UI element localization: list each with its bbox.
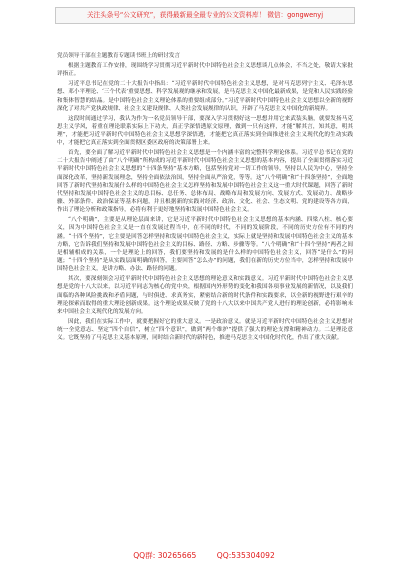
paragraph: 首先，要全面了解习近平新时代中国特色社会主义思想是一个内涵丰富的完整科学理论体系。习近平总书记在党的二十大报告中阐述了由“八个明确”所构成的习近平新时代中国特色社会主义思想的基本内容，提出了全面贯彻落实习近平新时代中国特色社会主义思想的“十四条坚持”基本方略，包括坚持党对一切工作的领导，坚持以人民为中心，坚持全面深化改革，坚持新发展理念，坚持全面依法治国，坚持全面从严治党，等等。这“八个明确”和“十四条坚持”，全面地回答了新时代坚持和发展什么样的中国特色社会主义怎样坚持和发展中国特色社会主义这一重大时代课题，回答了新时代坚持和发展中国特色社会主义的总目标、总任务、总体布局、战略布局和发展方向、发展方式、发展动力、战略步骤、外部条件、政治保证等基本问题，并且根据新的实践对经济、政治、文化、社会、生态文明、党的建设等各方面，作出了理论分析和政策指导，必将有利于更好地坚持和发展中国特色社会主义。 (57, 150, 353, 214)
paragraph: 其次，要深刻领会习近平新时代中国特色社会主义思想的理论意义和实践意义。习近平新时代中国特色社会主义思想是党的十八大以来，以习近平同志为核心的党中央，根据国内外形势的变化和我国各项事业发展的新情况，以及我们面临的各种风险挑战和矛盾问题，与时俱进、求真务实，紧密结合新的时代条件和实践要求，以全新的视野进行艰辛的理论探索而取得的重大理论创新成果。这个理论成果反映了党的十八大以来中国共产党人进行的理论创新，必将影响未来中国社会主义现代化的发展方向。 (57, 276, 353, 316)
document-title: 党员领导干部在主题教育专题读书班上的研讨发言 (57, 53, 181, 59)
qq-group-label: QQ群: 30265665 (133, 551, 197, 560)
qq-label: QQ:535304092 (216, 551, 275, 560)
header-banner[interactable]: 关注头条号“公文研究”，获得最新最全最专业的公文资料库！ 微信：gongwenyj (55, 7, 355, 24)
contact-footer (0, 549, 408, 563)
paragraph: 根据主题教育工作安排，现围绕学习贯彻习近平新时代中国特色社会主义思想谈几点体会，不当之处，敬请大家批评指正。 (57, 63, 353, 78)
document-body (57, 52, 353, 536)
paragraph: “八个明确”，主要是从理论层面来讲，它是习近平新时代中国特色社会主义思想的基本内涵、四梁八柱、核心要义，因为中国特色社会主义是一直在发展过程当中，在不同的时代，不同的发展阶段，不同的历史方位有不同的内涵。“十四个坚持”，它主要是回答怎样坚持和发展中国特色社会主义，实际上就是坚持和发展中国特色社会主义的基本方略，它告诉我们坚持和发展中国特色社会主义的目标、路径、方略、步骤等等。“八个明确”和“十四个坚持”两者之间是相辅相成的关系，一个是理论上的回答，我们要坚持和发展的是什么样的中国特色社会主义，回答“是什么”的问题；“十四个坚持”是从实践层面明确的回答，主要回答“怎么办”的问题，我们在新的历史方位当中，怎样坚持和发展中国特色社会主义，是讲方略、办法、路径的问题。 (57, 217, 353, 273)
paragraph: 因此，我们在实际工作中，就要把握好它的重大意义。一是政治意义。就是习近平新时代中国特色社会主义思想对统一全党意志、坚定“四个自信”，树立“四个意识”，做到“两个维护”提供了强大的理论支撑和精神动力。二是理论意义。它既坚持了马克思主义基本原理，同时结合新时代的新特色，推进马克思主义中国化时代化，作出了重大贡献。 (57, 318, 353, 342)
paragraph: 这段时间通过学习，我认为作为一名党员领导干部，要深入学习贯彻好这一思想并用它来武装头脑，就要发扬马克思主义学风，着重在理论联系实际上下功夫，真正学深悟透原文原理，做到一只有这样，才能“解其言，知其意，明其理”，才能把习近平新时代中国特色社会主义思想学深悟透，才能把它真正落实到全面推进社会主义现代化的生动实践中，才能把它真正落实到全面贯彻区委区政府的决策部署上来。 (57, 115, 353, 147)
paragraph: 习近平总书记在党的二十大报告中指出：“习近平新时代中国特色社会主义思想，是对马克思列宁主义、毛泽东思想、邓小平理论、‘三个代表’重要思想、科学发展观的继承和发展，是马克思主义中国化最新成果，是党和人民实践经验和集体智慧的结晶。是中国特色社会主义理论体系的重要组成部分。”习近平新时代中国特色社会主义思想以全新的视野深化了对共产党执政规律、社会主义建设规律、人类社会发展规律的认识，开辟了马克思主义中国化的新境界。 (57, 81, 353, 112)
